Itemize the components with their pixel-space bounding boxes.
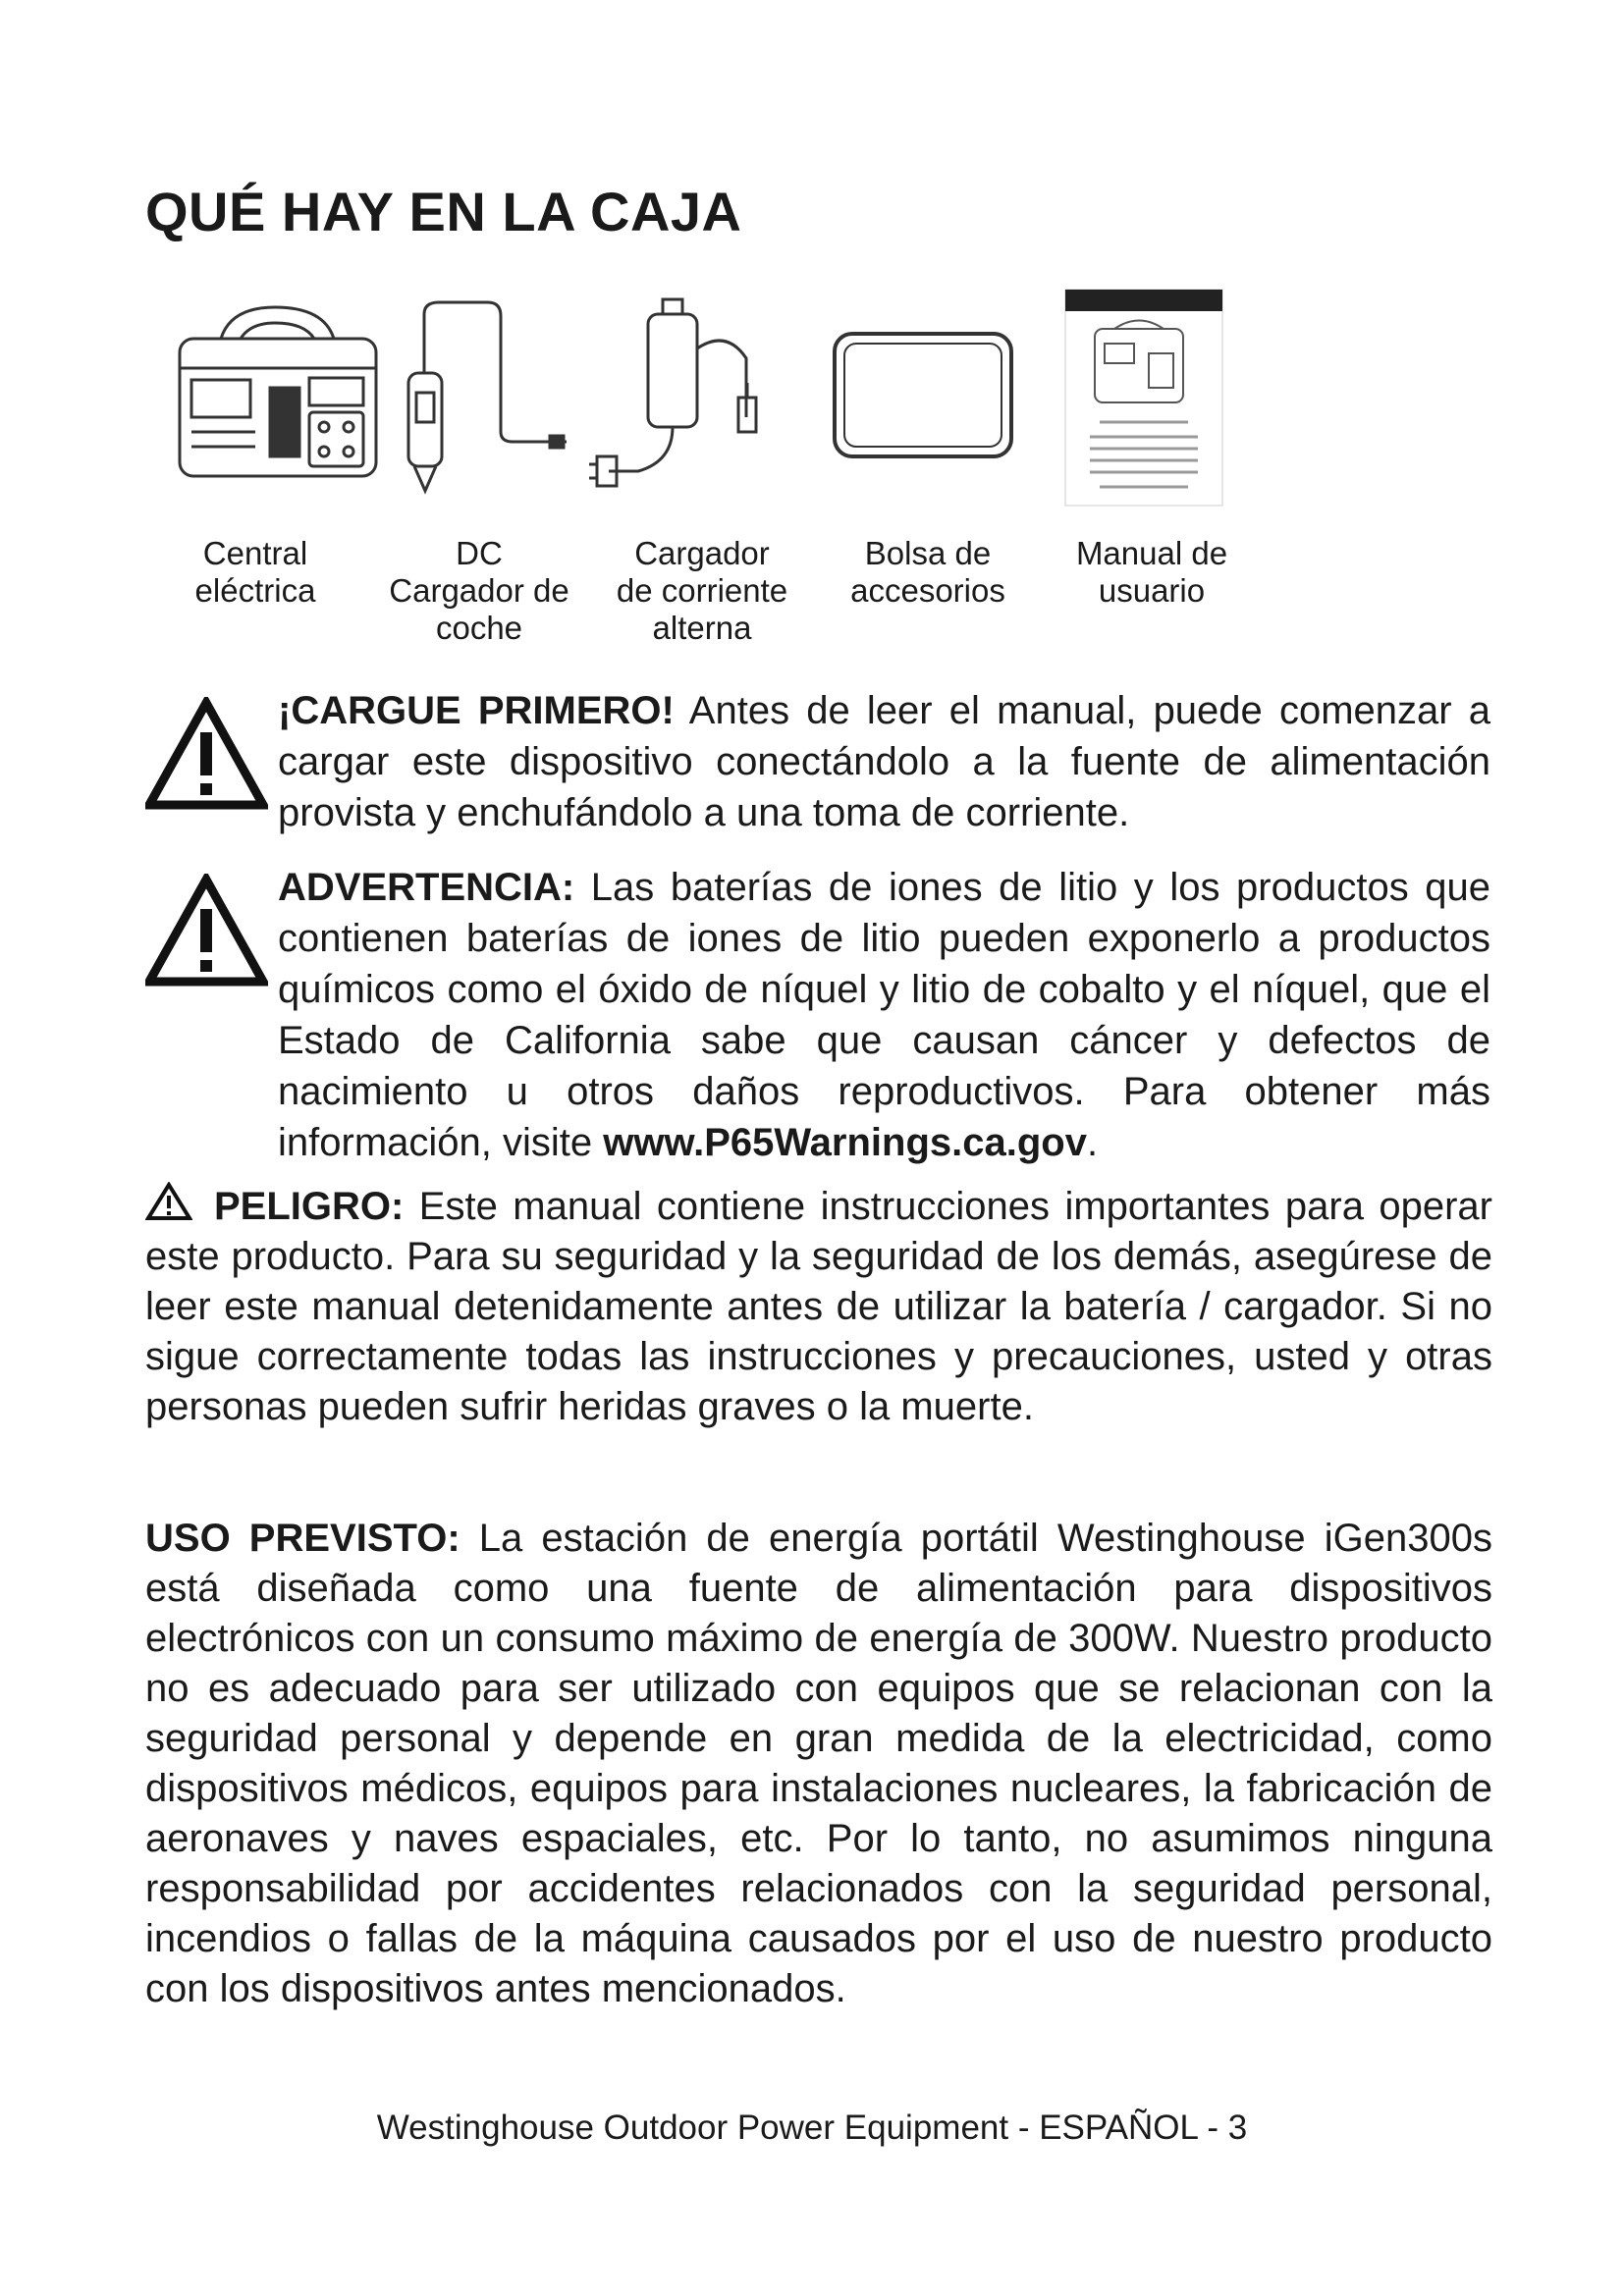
danger-notice <box>145 1182 1492 1432</box>
car-charger-icon <box>395 294 571 501</box>
warning-triangle-icon <box>145 874 268 987</box>
intended-use-text: La estación de energía portátil Westinghouse iGen300s está diseñada como una fuente de alimentación para dispositivos electrónicos con un consumo máximo de energía de 300W. Nuestro producto no es adecuado para ser utilizado con equipos que se relacionan con la seguridad personal y depende en gran medida de la electricidad, como dispositivos médicos, equipos para instalaciones nucleares, la fabricación de aeronaves y naves espaciales, etc. Por lo tanto, no asumimos ninguna responsabilidad por accidentes relacionados con la seguridad personal, incendios o fallas de la máquina causados por el uso de nuestro producto con los dispositivos antes mencionados. <box>145 1517 1492 2010</box>
danger-heading: PELIGRO: <box>214 1185 405 1228</box>
item-label-user-manual: Manual de usuario <box>1075 535 1228 609</box>
item-label-accessory-bag: Bolsa de accesorios <box>850 535 1005 609</box>
page-title: QUÉ HAY EN LA CAJA <box>145 181 742 242</box>
box-contents-illustrations <box>147 280 1247 525</box>
accessory-bag-icon <box>825 324 1021 471</box>
small-warning-triangle-icon <box>145 1182 192 1221</box>
intended-use-heading: USO PREVISTO: <box>145 1517 460 1560</box>
charge-first-notice <box>145 685 1490 838</box>
charge-first-text: Antes de leer el manual, puede comenzar a cargar este dispositivo conectándolo a la fuente de alimentación provista y enchufándolo a una toma de corriente. <box>278 689 1491 834</box>
warning-triangle-icon <box>145 697 268 810</box>
item-label-power-station: Central eléctrica <box>194 535 316 609</box>
ac-charger-icon <box>589 290 795 506</box>
warning-end: . <box>1086 1121 1099 1164</box>
intended-use-section <box>145 1514 1492 2014</box>
warning-text: Las baterías de iones de litio y los productos que contienen baterías de iones de litio pueden exponerlo a productos químicos como el óxido de níquel y litio de cobalto y el níquel, que el Estado de California sabe que causan cáncer y defectos de nacimiento u otros daños reproductivos. Para obtener más información, visite <box>278 866 1490 1164</box>
p65-warnings-link[interactable]: www.P65Warnings.ca.gov <box>603 1121 1087 1164</box>
warning-notice <box>145 862 1490 1168</box>
item-label-ac-charger: Cargador de corriente alterna <box>616 535 788 646</box>
user-manual-icon <box>1060 285 1227 510</box>
warning-heading: ADVERTENCIA: <box>278 866 575 909</box>
page-footer: Westinghouse Outdoor Power Equipment - ESPAÑOL - 3 <box>376 2109 1248 2147</box>
charge-first-heading: ¡CARGUE PRIMERO! <box>278 689 675 732</box>
power-station-icon <box>162 299 393 491</box>
danger-text: Este manual contiene instrucciones importantes para operar este producto. Para su seguridad y la seguridad de los demás, asegúrese de leer este manual detenidamente antes de utilizar la batería / cargador. Si no sigue correctamente todas las instrucciones y precauciones, usted y otras personas pueden sufrir heridas graves o la muerte. <box>145 1185 1492 1428</box>
item-label-car-charger: DC Cargador de coche <box>389 535 569 646</box>
